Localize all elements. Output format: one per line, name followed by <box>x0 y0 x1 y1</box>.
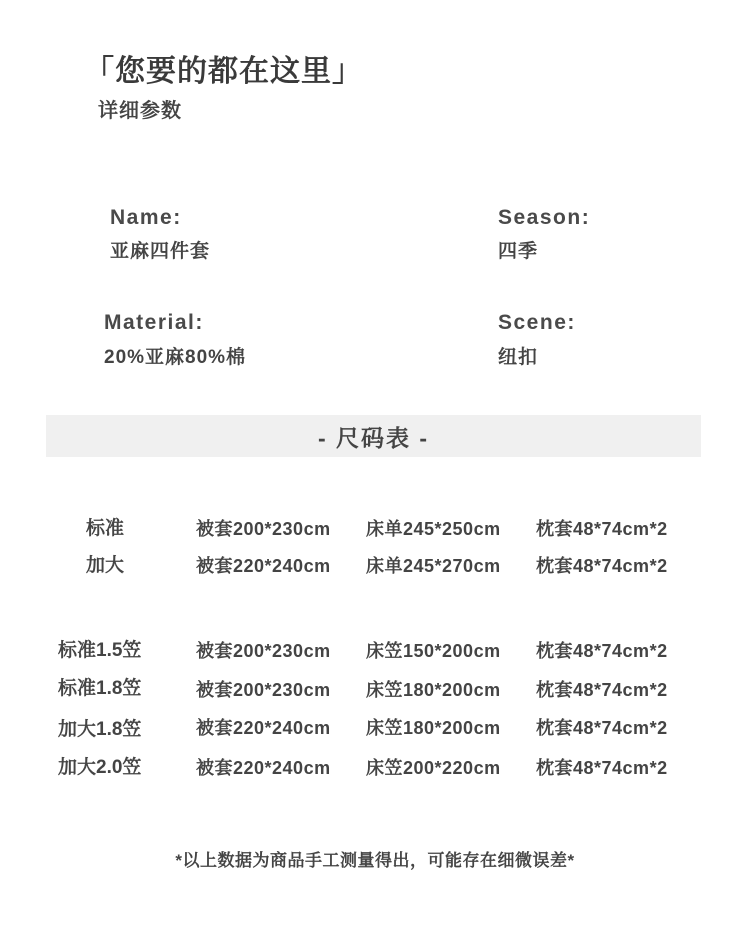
row-pillow-size: 枕套48*74cm*2 <box>536 758 668 778</box>
row-pillow-size: 枕套48*74cm*2 <box>536 519 668 539</box>
row-sheet-size: 床单245*250cm <box>366 519 501 539</box>
row-size-name: 标准 <box>86 518 125 539</box>
row-pillow-size: 枕套48*74cm*2 <box>536 680 668 700</box>
row-size-name: 标准1.5笠 <box>58 640 142 661</box>
row-sheet-size: 床笠180*200cm <box>366 680 501 700</box>
row-duvet-size: 被套220*240cm <box>196 556 331 576</box>
row-sheet-size: 床笠150*200cm <box>366 641 501 661</box>
param-value-material: 20%亚麻80%棉 <box>104 347 247 368</box>
row-size-name: 加大2.0笠 <box>58 757 142 778</box>
row-size-name: 加大 <box>86 555 125 576</box>
param-label-season: Season: <box>498 206 591 229</box>
row-sheet-size: 床笠180*200cm <box>366 718 501 738</box>
param-label-material: Material: <box>104 311 204 334</box>
row-duvet-size: 被套200*230cm <box>196 641 331 661</box>
row-duvet-size: 被套200*230cm <box>196 680 331 700</box>
row-size-name: 标准1.8笠 <box>58 678 142 699</box>
size-table-heading: - 尺码表 - <box>317 424 430 451</box>
row-duvet-size: 被套220*240cm <box>196 718 331 738</box>
row-size-name: 加大1.8笠 <box>58 719 142 740</box>
measurement-note: *以上数据为商品手工测量得出，可能存在细微误差* <box>175 851 575 870</box>
size-table-heading-bar <box>46 415 701 457</box>
row-sheet-size: 床笠200*220cm <box>366 758 501 778</box>
param-value-scene: 纽扣 <box>498 347 539 368</box>
row-pillow-size: 枕套48*74cm*2 <box>536 556 668 576</box>
row-duvet-size: 被套200*230cm <box>196 519 331 539</box>
param-label-scene: Scene: <box>498 311 576 334</box>
row-duvet-size: 被套220*240cm <box>196 758 331 778</box>
param-value-season: 四季 <box>498 241 539 262</box>
param-value-name: 亚麻四件套 <box>110 241 211 262</box>
row-pillow-size: 枕套48*74cm*2 <box>536 641 668 661</box>
row-pillow-size: 枕套48*74cm*2 <box>536 718 668 738</box>
page-title: 「您要的都在这里」 <box>84 55 363 88</box>
param-label-name: Name: <box>110 206 182 229</box>
page-subtitle: 详细参数 <box>98 100 182 122</box>
row-sheet-size: 床单245*270cm <box>366 556 501 576</box>
